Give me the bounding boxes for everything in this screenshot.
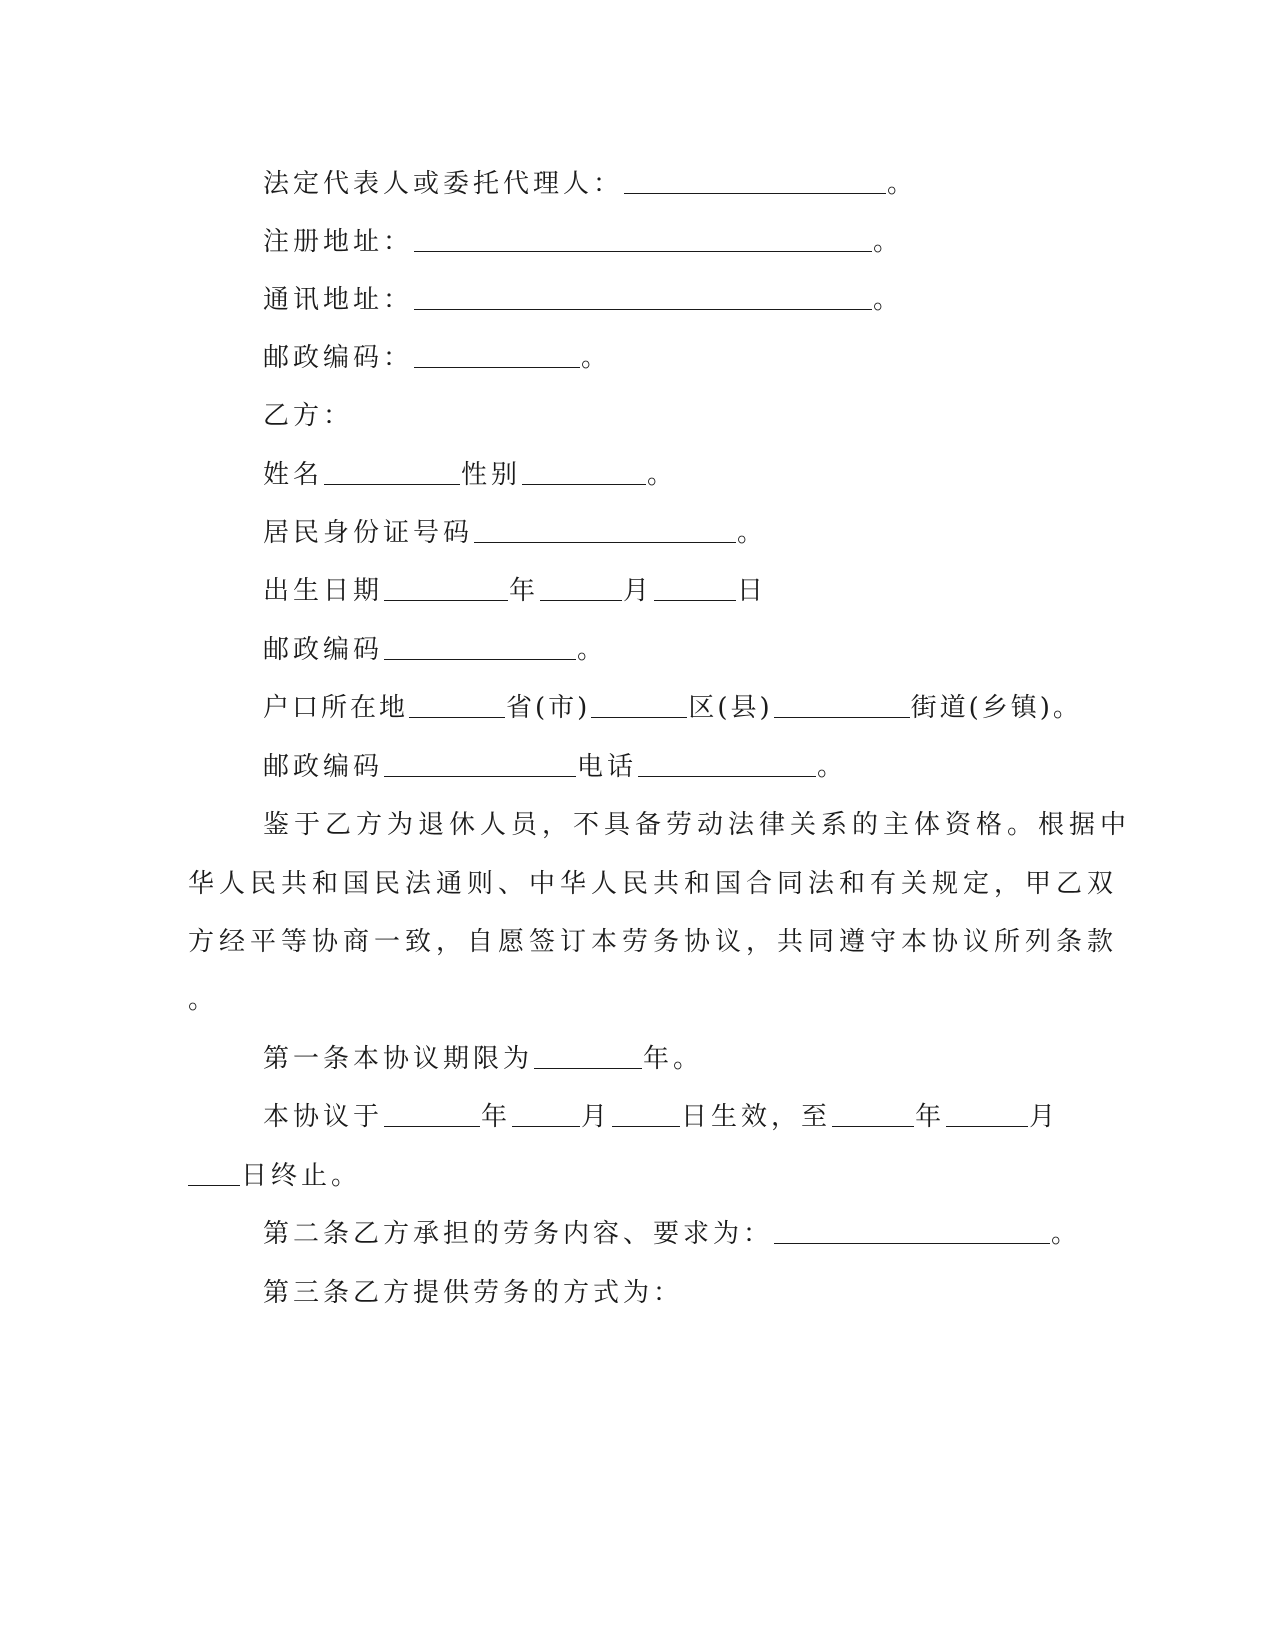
- art1-label: 第一条本协议期限为: [263, 1044, 534, 1074]
- art2-label: 第二条乙方承担的劳务内容、要求为：: [263, 1219, 774, 1249]
- name-sex-end: 。: [647, 460, 678, 490]
- reg-addr-line: [263, 222, 903, 262]
- preamble-line-4: 。: [188, 985, 219, 1015]
- art1-end: 年。: [643, 1044, 704, 1074]
- effective-line: [263, 1097, 1059, 1137]
- postcode2-label: 邮政编码: [263, 635, 384, 665]
- postcode2-blank[interactable]: [384, 631, 576, 660]
- effective-month-label: 月: [581, 1102, 612, 1132]
- id-blank[interactable]: [474, 514, 736, 543]
- effective-year-blank[interactable]: [384, 1098, 480, 1127]
- hukou-line: [263, 688, 1082, 728]
- phone-blank[interactable]: [638, 748, 816, 777]
- art1-blank[interactable]: [534, 1040, 642, 1069]
- postcode1-line: [263, 338, 611, 378]
- hukou-street-blank[interactable]: [774, 689, 910, 718]
- art3-label: 第三条乙方提供劳务的方式为：: [263, 1278, 684, 1308]
- effective-day-blank[interactable]: [612, 1098, 680, 1127]
- mail-addr-line: [263, 280, 903, 320]
- name-blank[interactable]: [324, 456, 460, 485]
- preamble-line-2: 华人民共和国民法通则、中华人民共和国合同法和有关规定，甲乙双: [188, 869, 1119, 899]
- art1-line: [263, 1039, 703, 1079]
- effective-label: 本协议于: [263, 1102, 384, 1132]
- mail-addr-label: 通讯地址：: [263, 285, 414, 315]
- art2-end: 。: [1051, 1219, 1082, 1249]
- rep-label: 法定代表人或委托代理人：: [263, 169, 624, 199]
- birth-year-blank[interactable]: [384, 572, 508, 601]
- post-phone-label: 邮政编码: [263, 752, 384, 782]
- id-label: 居民身份证号码: [263, 518, 474, 548]
- party-b-label: 乙方：: [263, 401, 354, 431]
- preamble-line-3: 方经平等协商一致，自愿签订本劳务协议，共同遵守本协议所列条款: [188, 927, 1119, 957]
- effective-year-label: 年: [481, 1102, 512, 1132]
- mail-addr-blank[interactable]: [414, 281, 872, 310]
- end-month-blank[interactable]: [946, 1098, 1028, 1127]
- rep-line: [263, 164, 917, 204]
- name-sex-line: [263, 455, 677, 495]
- postcode2-line: [263, 630, 607, 670]
- hukou-province-label: 省(市): [506, 693, 591, 723]
- birth-day-label: 日: [737, 576, 768, 606]
- reg-addr-blank[interactable]: [414, 223, 872, 252]
- name-label: 姓名: [263, 460, 324, 490]
- sex-label: 性别: [461, 460, 522, 490]
- hukou-province-blank[interactable]: [409, 689, 505, 718]
- reg-addr-end: 。: [873, 227, 904, 257]
- postcode2-end: 。: [577, 635, 608, 665]
- birth-label: 出生日期: [263, 576, 384, 606]
- rep-end: 。: [887, 169, 918, 199]
- birth-year-label: 年: [509, 576, 540, 606]
- end-day-label: 日终止。: [241, 1161, 362, 1191]
- hukou-district-blank[interactable]: [591, 689, 687, 718]
- id-line: [263, 513, 767, 553]
- effective-mid-label: 日生效，至: [681, 1102, 832, 1132]
- end-year-label: 年: [915, 1102, 946, 1132]
- postcode1-end: 。: [581, 343, 612, 373]
- id-end: 。: [737, 518, 768, 548]
- hukou-label: 户口所在地: [263, 693, 409, 723]
- party-b-line: [263, 396, 353, 436]
- post-phone-postcode-blank[interactable]: [384, 748, 576, 777]
- postcode1-label: 邮政编码：: [263, 343, 414, 373]
- end-month-label: 月: [1029, 1102, 1060, 1132]
- end-day-blank[interactable]: [188, 1157, 240, 1186]
- phone-label: 电话: [577, 752, 638, 782]
- post-phone-end: 。: [817, 752, 848, 782]
- birth-month-blank[interactable]: [540, 572, 622, 601]
- end-year-blank[interactable]: [832, 1098, 914, 1127]
- post-phone-line: [263, 747, 847, 787]
- birth-month-label: 月: [623, 576, 654, 606]
- preamble-line-1: 鉴于乙方为退休人员，不具备劳动法律关系的主体资格。根据中: [263, 810, 1132, 840]
- art2-blank[interactable]: [774, 1215, 1050, 1244]
- sex-blank[interactable]: [522, 456, 646, 485]
- hukou-street-label: 街道(乡镇)。: [910, 693, 1082, 723]
- birth-day-blank[interactable]: [654, 572, 736, 601]
- birth-line: [263, 571, 767, 611]
- mail-addr-end: 。: [873, 285, 904, 315]
- rep-blank[interactable]: [624, 165, 886, 194]
- hukou-district-label: 区(县): [688, 693, 773, 723]
- effective-month-blank[interactable]: [512, 1098, 580, 1127]
- reg-addr-label: 注册地址：: [263, 227, 414, 257]
- effective-line-2: [188, 1156, 361, 1196]
- art2-line: [263, 1214, 1081, 1254]
- postcode1-blank[interactable]: [414, 339, 580, 368]
- art3-line: [263, 1273, 683, 1313]
